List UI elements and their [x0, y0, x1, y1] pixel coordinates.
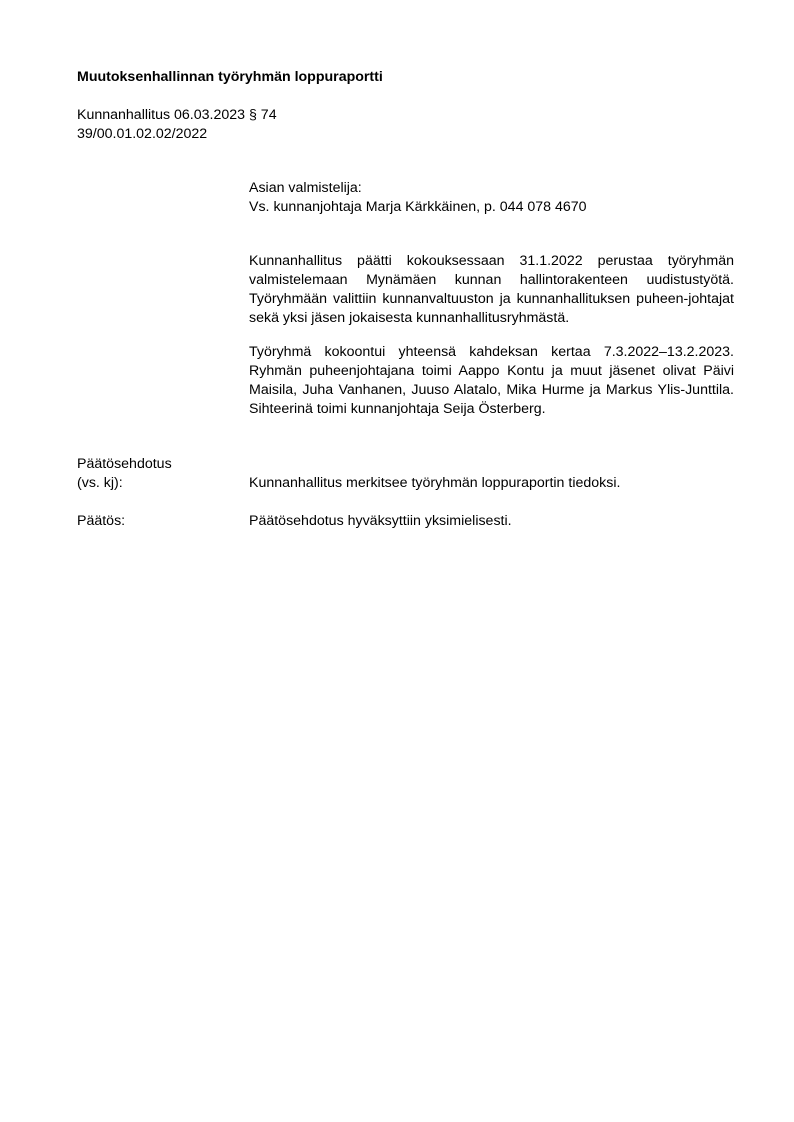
record-number: 39/00.01.02.02/2022 [77, 126, 208, 142]
proposal-label-line1: Päätösehdotus [77, 456, 172, 472]
proposal-label [77, 455, 172, 493]
proposal-label-line2: (vs. kj): [77, 475, 123, 491]
proposal-text: Kunnanhallitus merkitsee työryhmän loppuraportin tiedoksi. [249, 475, 621, 491]
preparer-name: Vs. kunnanjohtaja Marja Kärkkäinen, p. 044 078 4670 [249, 199, 587, 215]
preparer-block [249, 179, 734, 217]
meeting-line: Kunnanhallitus 06.03.2023 § 74 [77, 107, 277, 123]
document-title: Muutoksenhallinnan työryhmän loppuraportti [77, 69, 383, 85]
decision-text: Päätösehdotus hyväksyttiin yksimielisesti. [249, 513, 512, 529]
body-paragraph-2: Työryhmä kokoontui yhteensä kahdeksan kertaa 7.3.2022–13.2.2023. Ryhmän puheenjohtajana toimi Aappo Kontu ja muut jäsenet olivat Päivi Maisila, Juha Vanhanen, Juuso Alatalo, Mika Hurme ja Markus Ylis-Junttila. Sihteerinä toimi kunnanjohtaja Seija Österberg. [249, 344, 734, 417]
body-paragraph-1: Kunnanhallitus päätti kokouksessaan 31.1.2022 perustaa työryhmän valmistelemaan Mynämäen kunnan hallintorakenteen uudistustyötä. Työryhmään valittiin kunnanvaltuuston ja kunnanhallituksen puheen-johtajat sekä yksi jäsen jokaisesta kunnanhallitusryhmästä. [249, 253, 734, 326]
decision-label: Päätös: [77, 513, 126, 529]
meeting-info [77, 106, 277, 144]
preparer-heading: Asian valmistelija: [249, 180, 362, 196]
